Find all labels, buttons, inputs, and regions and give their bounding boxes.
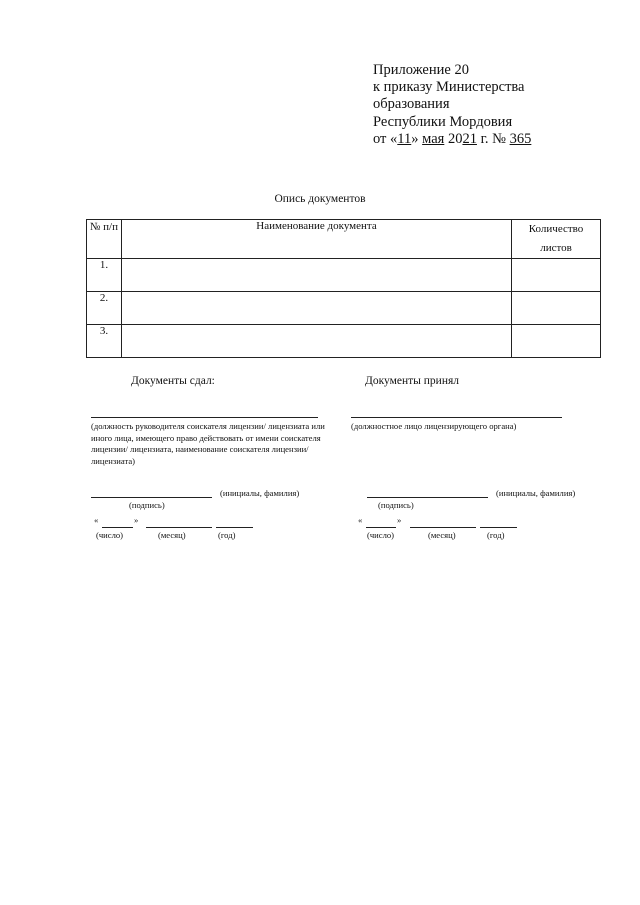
order-day: 11 bbox=[397, 130, 412, 147]
documents-table bbox=[86, 219, 601, 358]
received-year-caption: (год) bbox=[487, 530, 505, 540]
document-name-cell[interactable] bbox=[121, 292, 511, 325]
table-header-row bbox=[87, 220, 601, 259]
handed-over-year-caption: (год) bbox=[218, 530, 236, 540]
republic-line: Республики Мордовия bbox=[373, 113, 513, 130]
handed-over-day-line[interactable] bbox=[102, 527, 133, 528]
received-month-caption: (месяц) bbox=[428, 530, 456, 540]
received-signature-line[interactable] bbox=[367, 497, 488, 498]
received-initials-caption: (инициалы, фамилия) bbox=[496, 488, 576, 498]
received-signature-caption: (подпись) bbox=[378, 500, 414, 510]
row-number: 2. bbox=[87, 292, 122, 325]
document-name-cell[interactable] bbox=[121, 259, 511, 292]
quote-open: « bbox=[358, 515, 363, 525]
appendix-line: Приложение 20 bbox=[373, 62, 469, 78]
quote-close: » bbox=[397, 515, 402, 525]
order-line: к приказу Министерства bbox=[373, 79, 525, 96]
order-year: 21 bbox=[462, 130, 477, 147]
quote-open: « bbox=[94, 515, 99, 525]
handed-over-position-line[interactable] bbox=[91, 417, 318, 418]
received-day-caption: (число) bbox=[367, 530, 395, 540]
handed-over-heading: Документы сдал: bbox=[131, 375, 215, 387]
handed-over-day-caption: (число) bbox=[96, 530, 124, 540]
row-number: 1. bbox=[87, 259, 122, 292]
handed-over-initials-caption: (инициалы, фамилия) bbox=[220, 488, 300, 498]
order-month: мая bbox=[422, 130, 445, 147]
sheet-count-cell[interactable] bbox=[512, 325, 601, 358]
appendix-header bbox=[373, 62, 531, 148]
order-date-line: от «11» мая 2021 г. № 365 bbox=[373, 130, 532, 147]
sheet-count-cell[interactable] bbox=[512, 259, 601, 292]
ministry-line: образования bbox=[373, 96, 450, 113]
received-position-caption: (должностное лицо лицензирующего органа) bbox=[351, 421, 517, 431]
page-title: Опись документов bbox=[274, 193, 366, 205]
received-day-line[interactable] bbox=[366, 527, 396, 528]
document-name-cell[interactable] bbox=[121, 325, 511, 358]
table-row bbox=[87, 259, 601, 292]
table-row bbox=[87, 292, 601, 325]
received-year-line[interactable] bbox=[480, 527, 517, 528]
column-header-count: Количество листов bbox=[512, 220, 601, 259]
handed-over-signature-caption: (подпись) bbox=[129, 500, 165, 510]
quote-close: » bbox=[134, 515, 139, 525]
table-row bbox=[87, 325, 601, 358]
handed-over-year-line[interactable] bbox=[216, 527, 253, 528]
handed-over-month-line[interactable] bbox=[146, 527, 212, 528]
handed-over-signature-line[interactable] bbox=[91, 497, 212, 498]
sheet-count-cell[interactable] bbox=[512, 292, 601, 325]
row-number: 3. bbox=[87, 325, 122, 358]
received-position-line[interactable] bbox=[351, 417, 562, 418]
column-header-name: Наименование документа bbox=[121, 220, 511, 259]
handed-over-month-caption: (месяц) bbox=[158, 530, 186, 540]
handed-over-position-caption: (должность руководителя соискателя лицензии/ лицензиата или иного лица, имеющего право действовать от имени соискателя лицензии/ лицензиата, наименование соискателя лицензии/ лицензиата) bbox=[91, 421, 325, 466]
column-header-number: № п/п bbox=[87, 220, 122, 259]
received-heading: Документы принял bbox=[365, 375, 460, 387]
received-month-line[interactable] bbox=[410, 527, 476, 528]
order-number: 365 bbox=[509, 130, 532, 147]
